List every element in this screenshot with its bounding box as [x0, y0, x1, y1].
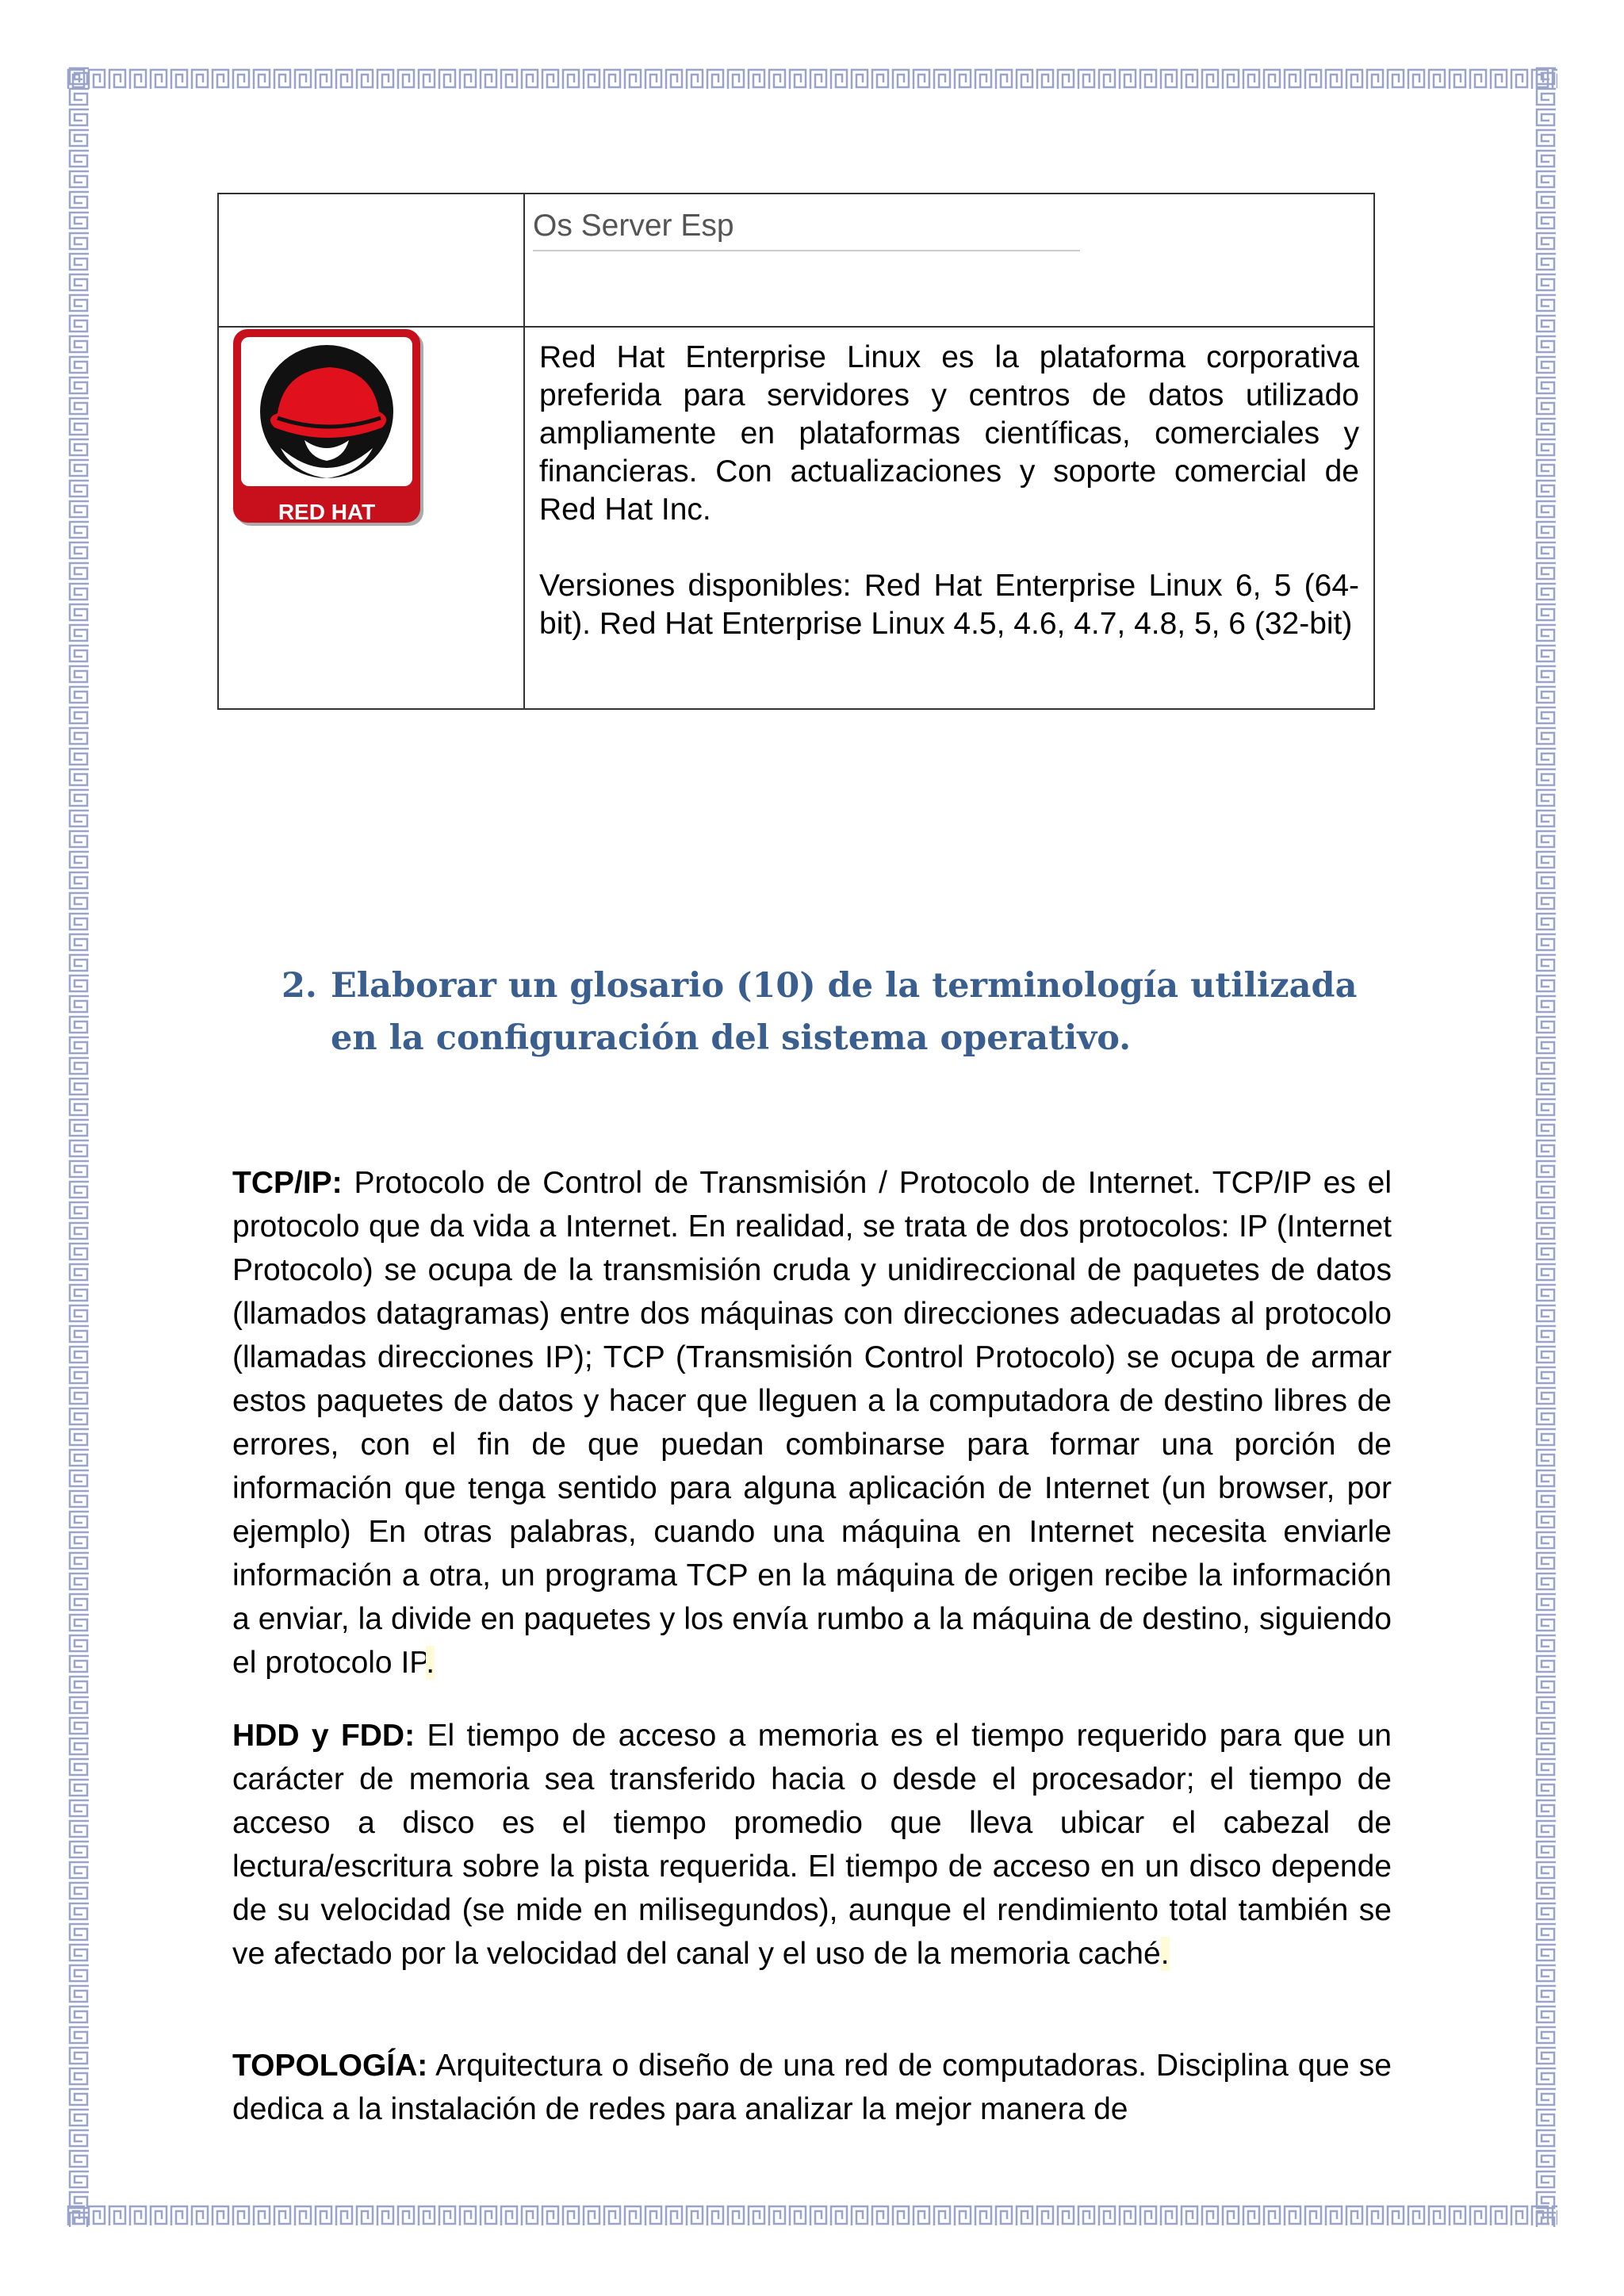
section-number: 2.	[282, 966, 317, 1006]
section-heading	[282, 960, 1408, 1064]
os-versions: Versiones disponibles: Red Hat Enterprise Linux 6, 5 (64-bit). Red Hat Enterprise Linux 4.5, 4.6, 4.7, 4.8, 5, 6 (32-bit)	[539, 569, 1359, 641]
glossary-entry-hdd	[232, 1714, 1392, 1976]
highlight-mark: .	[426, 1646, 435, 1680]
description-cell	[524, 327, 1374, 709]
redhat-logo	[233, 329, 427, 529]
glossary-entry-tcpip	[232, 1161, 1392, 1685]
glossary-text: Arquitectura o diseño de una red de computadoras. Disciplina que se dedica a la instalación de redes para analizar la mejor manera de	[232, 2049, 1392, 2126]
glossary-term: TCP/IP:	[232, 1166, 343, 1200]
border-top	[67, 67, 1557, 90]
table-header-row	[218, 194, 1374, 327]
border-left	[67, 67, 90, 2227]
highlight-mark: .	[1160, 1937, 1170, 1971]
glossary-text: Protocolo de Control de Transmisión / Protocolo de Internet. TCP/IP es el protocolo que da vida a Internet. En realidad, se trata de dos protocolos: IP (Internet Protocolo) se ocupa de la transmisión cruda y unidireccional de paquetes de datos (llamados datagramas) entre dos máquinas con direcciones adecuadas al protocolo (llamadas direcciones IP); TCP (Transmisión Control Protocolo) se ocupa de armar estos paquetes de datos y hacer que lleguen a la computadora de destino libres de errores, con el fin de que puedan combinarse para formar una porción de información que tenga sentido para alguna aplicación de Internet (un browser, por ejemplo) En otras palabras, cuando una máquina en Internet necesita enviarle información a otra, un programa TCP en la máquina de origen recibe la información a enviar, la divide en paquetes y los envía rumbo a la máquina de destino, siguiendo el protocolo IP	[232, 1166, 1392, 1680]
os-description: Red Hat Enterprise Linux es la plataforma corporativa preferida para servidores y centros de datos utilizado ampliamente en plataformas científicas, comerciales y financieras. Con actualizaciones y soporte comercial de Red Hat Inc.	[539, 340, 1359, 527]
border-right	[1534, 67, 1557, 2227]
table-row	[218, 327, 1374, 709]
section-title: Elaborar un glosario (10) de la terminología utilizada en la configuración del sistema operativo.	[331, 966, 1358, 1058]
border-bottom	[67, 2203, 1557, 2227]
logo-cell	[218, 327, 524, 709]
glossary-entry-topologia	[232, 2044, 1392, 2131]
table-header-cell	[524, 194, 1374, 327]
os-header-text: Os Server Esp	[533, 209, 1080, 251]
glossary-term: HDD y FDD:	[232, 1719, 416, 1753]
glossary-term: TOPOLOGÍA:	[232, 2049, 428, 2083]
os-table	[217, 193, 1375, 710]
logo-label: RED HAT	[278, 500, 376, 524]
table-empty-cell	[218, 194, 524, 327]
glossary-text: El tiempo de acceso a memoria es el tiempo requerido para que un carácter de memoria sea transferido hacia o desde el procesador; el tiempo de acceso a disco es el tiempo promedio que lleva ubicar el cabezal de lectura/escritura sobre la pista requerida. El tiempo de acceso en un disco depende de su velocidad (se mide en milisegundos), aunque el rendimiento total también se ve afectado por la velocidad del canal y el uso de la memoria caché	[232, 1719, 1392, 1971]
